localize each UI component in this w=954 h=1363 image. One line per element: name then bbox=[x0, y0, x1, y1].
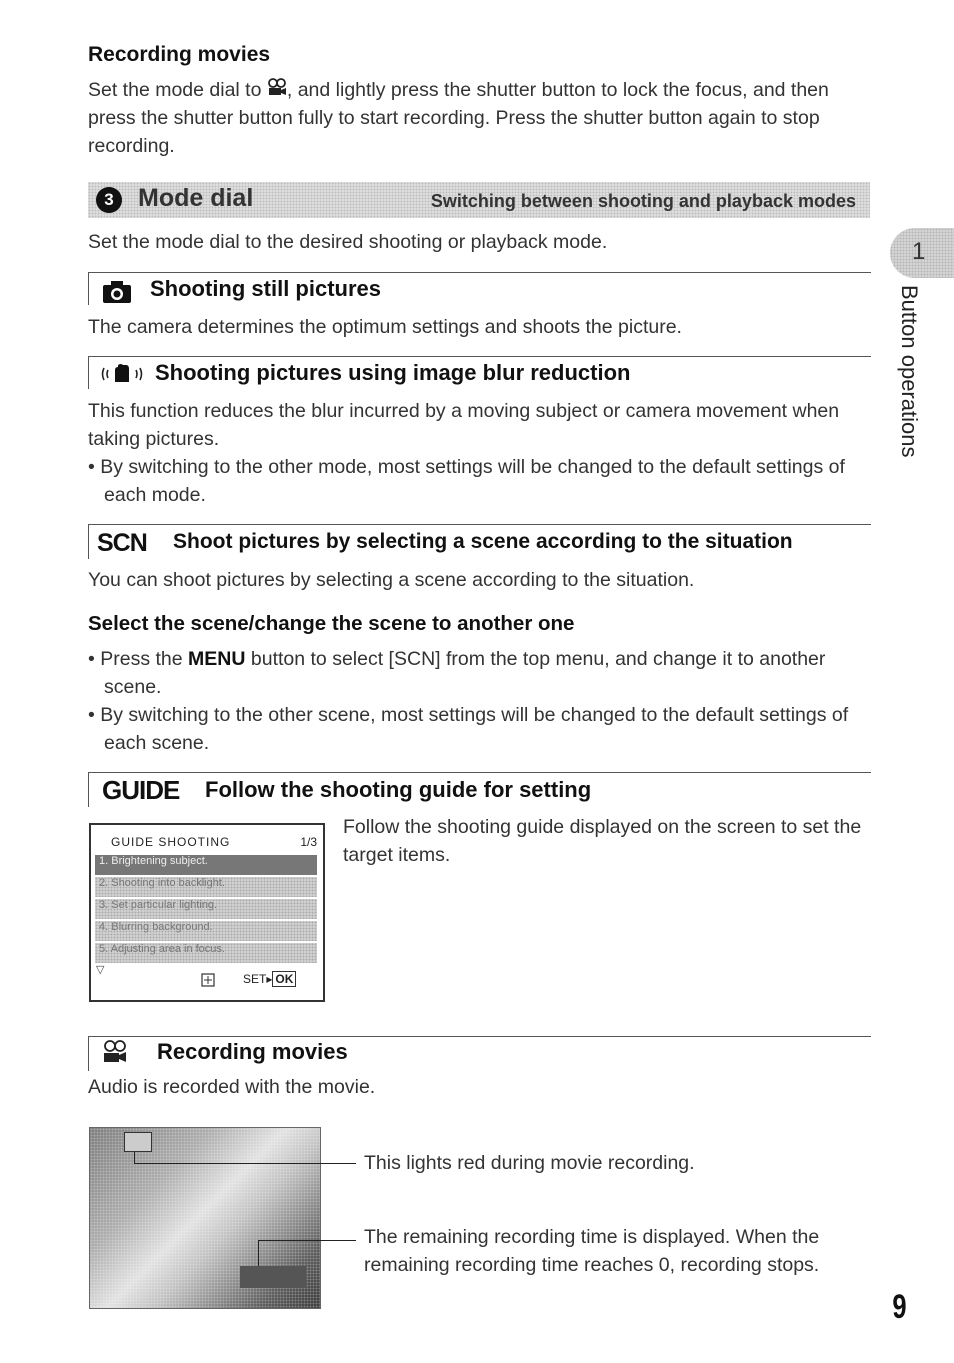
blur-body: This function reduces the blur incurred by a moving subject or camera movement when taking pictures. bbox=[88, 400, 840, 450]
movie-icon bbox=[102, 1040, 128, 1069]
ok-button-icon: OK bbox=[272, 971, 296, 987]
callout-1-text: This lights red during movie recording. bbox=[364, 1152, 695, 1174]
intro-heading: Recording movies bbox=[88, 43, 271, 66]
lcd-item bbox=[95, 877, 317, 897]
scn-bullet-2-text: By switching to the other scene, most settings will be changed to the default settings of each scene. bbox=[100, 704, 849, 754]
lcd-item bbox=[95, 921, 317, 941]
callout-line bbox=[258, 1240, 259, 1268]
intro-body-after: , and lightly press the shutter button to lock the focus, and then press the shutter button fully to start recording. Press the shutter button again to stop recording. bbox=[88, 79, 829, 157]
intro-body bbox=[88, 76, 878, 160]
callout-2-text: The remaining recording time is displayed. When the remaining recording time reaches 0, recording stops. bbox=[364, 1226, 820, 1276]
callout-line bbox=[258, 1240, 356, 1241]
lcd-item bbox=[95, 899, 317, 919]
camera-icon bbox=[102, 280, 132, 309]
blur-bullet-text: By switching to the other mode, most settings will be changed to the default settings of each mode. bbox=[100, 456, 845, 506]
guide-lcd-screen bbox=[89, 823, 325, 1002]
still-body: The camera determines the optimum settings and shoots the picture. bbox=[88, 316, 682, 338]
banner-subtitle: Switching between shooting and playback modes bbox=[430, 191, 856, 211]
blur-bullet: • By switching to the other mode, most settings will be changed to the default settings of each mode. bbox=[88, 456, 845, 506]
guide-title: Follow the shooting guide for setting bbox=[205, 777, 592, 802]
lcd-item-text: 3. Set particular lighting. bbox=[99, 899, 218, 911]
scn-subheading: Select the scene/change the scene to another one bbox=[88, 612, 575, 635]
scn-bullet-1: • Press the MENU button to select [SCN] from the top menu, and change it to another scene. bbox=[88, 648, 826, 698]
banner-title: Mode dial bbox=[138, 184, 254, 212]
number-3-icon: 3 bbox=[96, 187, 122, 213]
lcd-set-label: SET▸ OK bbox=[243, 972, 296, 986]
recording-indicator-icon bbox=[124, 1132, 152, 1152]
scn-bullet-1-after: button to select [SCN] from the top menu, and change it to another scene. bbox=[104, 648, 826, 698]
lcd-title: GUIDE SHOOTING bbox=[111, 835, 231, 849]
blur-reduction-icon bbox=[100, 362, 144, 391]
remaining-time-display bbox=[240, 1266, 306, 1288]
guide-body: Follow the shooting guide displayed on the screen to set the target items. bbox=[343, 816, 862, 866]
mode-dial-text: Set the mode dial to the desired shooting or playback mode. bbox=[88, 231, 608, 253]
movie-screen-photo bbox=[89, 1127, 321, 1309]
movie-title: Recording movies bbox=[157, 1039, 348, 1064]
scn-bullet-2: • By switching to the other scene, most settings will be changed to the default settings of each scene. bbox=[88, 704, 849, 754]
callout-line bbox=[134, 1163, 356, 1164]
callout-line bbox=[134, 1150, 135, 1164]
lcd-item-text: 4. Blurring background. bbox=[99, 921, 213, 933]
scn-title: Shoot pictures by selecting a scene according to the situation bbox=[173, 530, 793, 553]
lcd-item-text: 5. Adjusting area in focus. bbox=[99, 943, 225, 955]
lcd-item-text: 1. Brightening subject. bbox=[99, 855, 208, 867]
chapter-tab bbox=[890, 228, 954, 278]
menu-button-label: MENU bbox=[188, 648, 246, 670]
movie-body: Audio is recorded with the movie. bbox=[88, 1076, 376, 1098]
chevron-down-icon: ▽ bbox=[96, 964, 105, 976]
dial-icon bbox=[201, 973, 215, 992]
scn-bullet-1-before: Press the bbox=[100, 648, 189, 670]
lcd-item bbox=[95, 855, 317, 875]
scn-body: You can shoot pictures by selecting a scene according to the situation. bbox=[88, 569, 695, 591]
chapter-number: 1 bbox=[912, 238, 926, 265]
blur-title: Shooting pictures using image blur reduction bbox=[155, 360, 631, 385]
movie-mode-icon bbox=[267, 79, 287, 101]
lcd-set-text: SET bbox=[243, 972, 267, 986]
intro-body-before: Set the mode dial to bbox=[88, 79, 267, 101]
scn-icon: SCN bbox=[97, 529, 147, 557]
guide-icon: GUIDE bbox=[102, 775, 180, 805]
mode-dial-banner bbox=[88, 182, 870, 218]
lcd-page: 1/3 bbox=[300, 835, 317, 849]
lcd-item-text: 2. Shooting into backlight. bbox=[99, 877, 225, 889]
still-title: Shooting still pictures bbox=[150, 276, 382, 301]
chapter-label: Button operations bbox=[897, 285, 922, 458]
page-number: 9 bbox=[892, 1288, 907, 1326]
lcd-item bbox=[95, 943, 317, 963]
